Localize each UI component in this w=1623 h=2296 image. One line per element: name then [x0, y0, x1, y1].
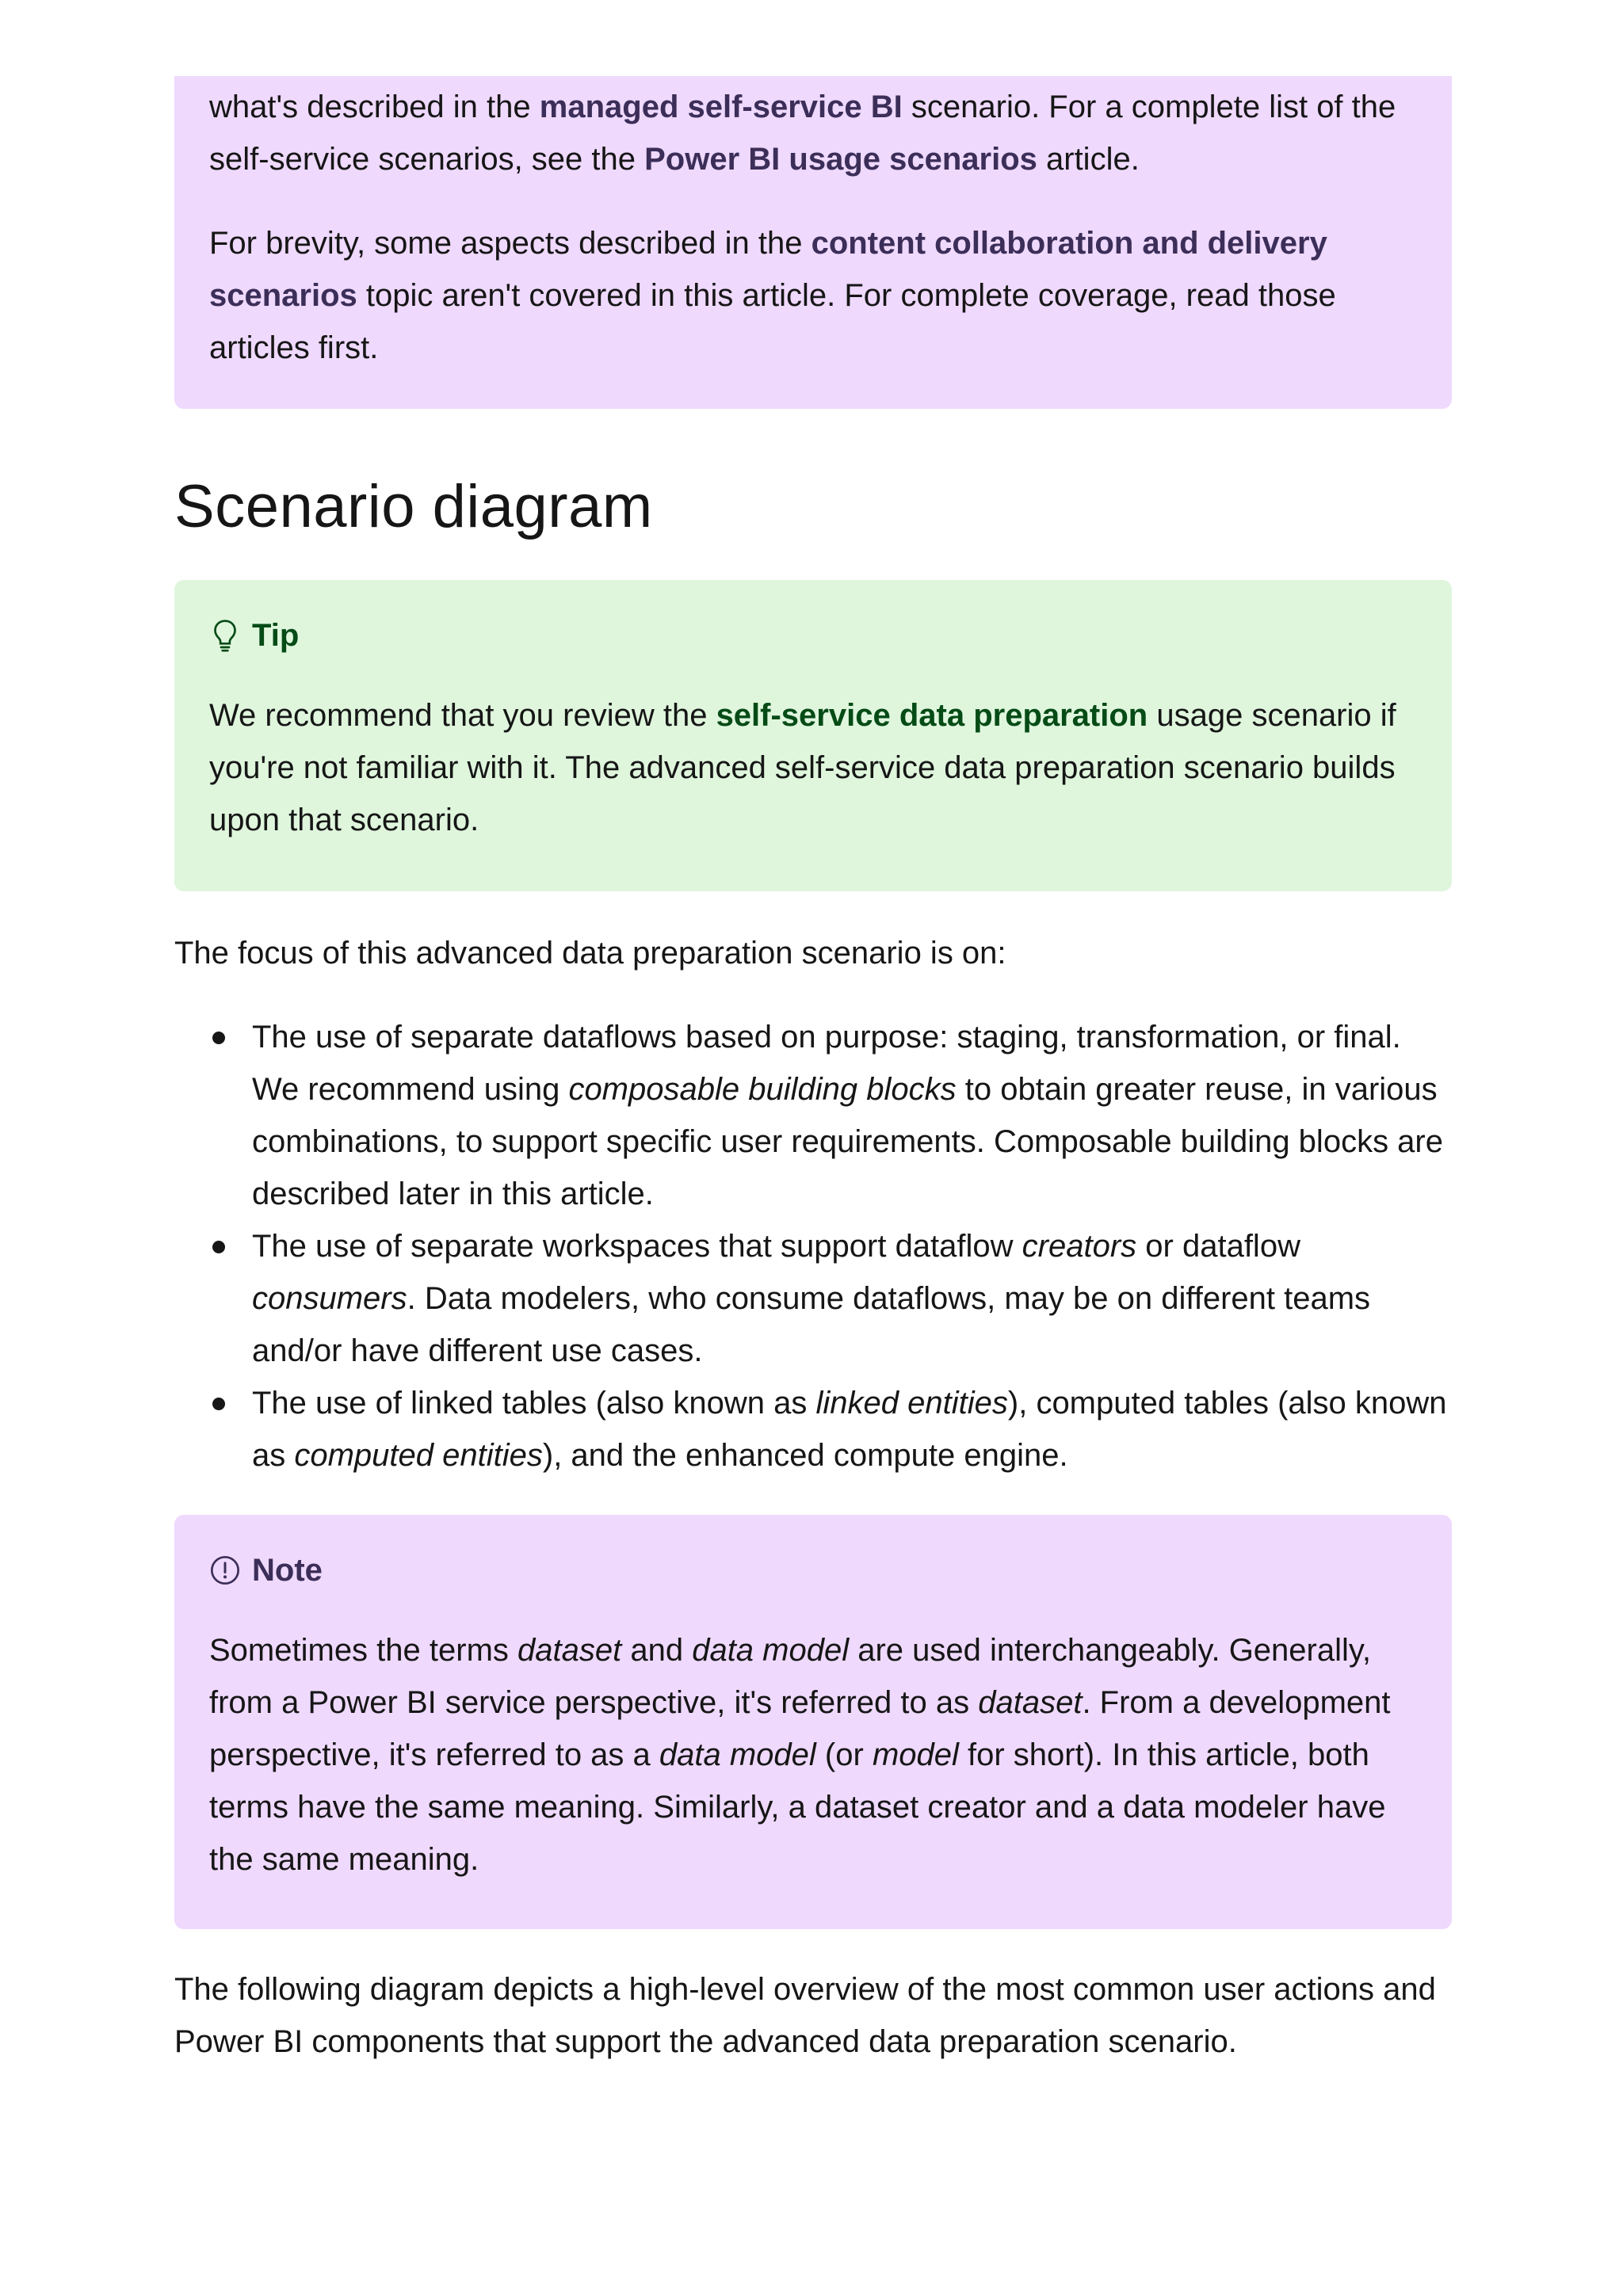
- tip-callout: [174, 580, 1452, 891]
- note-paragraph-1: what's described in the managed self-service BI scenario. For a complete list of the self-service scenarios, see the Power BI usage scenarios article.: [209, 90, 1396, 177]
- note-callout-continued: [174, 76, 1452, 409]
- focus-list: [174, 1011, 1452, 1482]
- note-paragraph-2: For brevity, some aspects described in the content collaboration and delivery scenarios topic aren't covered in this article. For complete coverage, read those articles first.: [209, 226, 1336, 365]
- list-item: The use of separate dataflows based on purpose: staging, transformation, or final. We recommend using composable building blocks to obtain greater reuse, in various combinations, to support specific user requirements. Composable building blocks are described later in this article.: [252, 1011, 1452, 1220]
- lightbulb-icon: [209, 618, 241, 653]
- note-text: Sometimes the terms dataset and data model are used interchangeably. Generally, from a Power BI service perspective, it's referred to as dataset. From a development perspective, it's referred to as a data model (or model for short). In this article, both terms have the same meaning. Similarly, a dataset creator and a data modeler have the same meaning.: [209, 1633, 1391, 1877]
- note-label: Note: [252, 1553, 323, 1588]
- note-callout: [174, 1515, 1452, 1929]
- section-heading: Scenario diagram: [174, 473, 653, 540]
- focus-intro: The focus of this advanced data preparation scenario is on:: [174, 936, 1006, 971]
- tip-text: We recommend that you review the self-service data preparation usage scenario if you're not familiar with it. The advanced self-service data preparation scenario builds upon that scenario.: [209, 698, 1396, 837]
- power-bi-usage-scenarios-link[interactable]: Power BI usage scenarios: [644, 142, 1037, 177]
- tip-label: Tip: [252, 618, 300, 653]
- tip-header: [209, 612, 1417, 659]
- list-item: The use of linked tables (also known as linked entities), computed tables (also known as computed entities), and the enhanced compute engine.: [252, 1377, 1452, 1482]
- self-service-data-preparation-link[interactable]: self-service data preparation: [716, 698, 1148, 733]
- managed-self-service-bi-link[interactable]: managed self-service BI: [539, 90, 903, 124]
- list-item: The use of separate workspaces that support dataflow creators or dataflow consumers. Data modelers, who consume dataflows, may be on different teams and/or have different use cases.: [252, 1220, 1452, 1377]
- content-collaboration-link[interactable]: content collaboration and delivery scenarios: [209, 226, 1327, 313]
- diagram-intro: The following diagram depicts a high-level overview of the most common user actions and Power BI components that support the advanced data preparation scenario.: [174, 1972, 1436, 2059]
- info-circle-icon: [209, 1553, 241, 1588]
- note-header: [209, 1547, 1417, 1594]
